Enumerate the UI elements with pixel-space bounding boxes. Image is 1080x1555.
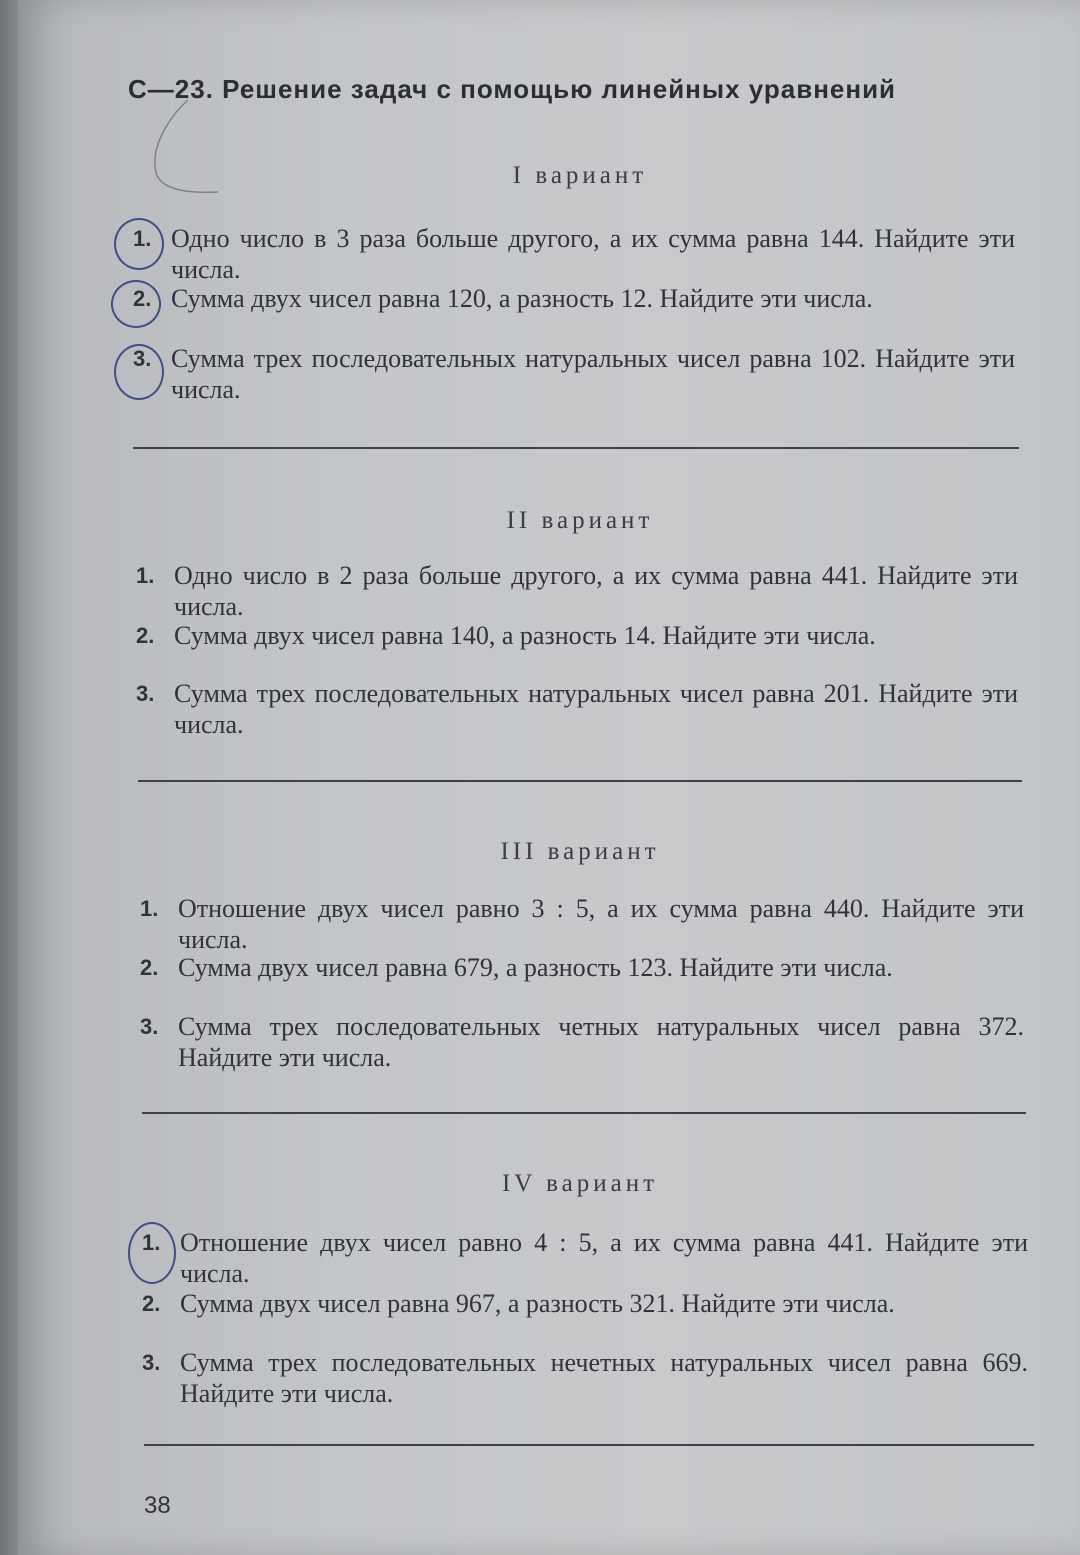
problem-text: Сумма трех последовательных четных натуральных чисел равна 372. Найдите эти числа. bbox=[178, 1012, 1024, 1072]
problem-number: 3. bbox=[142, 1350, 161, 1375]
variant-2-problem-1 bbox=[136, 560, 1018, 622]
variant-3-problem-3 bbox=[140, 1011, 1024, 1073]
problem-text: Сумма трех последовательных нечетных натуральных чисел равна 669. Найдите эти числа. bbox=[180, 1348, 1028, 1408]
variant-2-problem-2 bbox=[136, 620, 1018, 651]
problem-number: 3. bbox=[133, 346, 152, 371]
variant-4-problem-2 bbox=[142, 1288, 1028, 1319]
problem-text: Сумма двух чисел равна 120, а разность 12. Найдите эти числа. bbox=[171, 284, 873, 313]
problem-text: Сумма двух чисел равна 140, а разность 14. Найдите эти числа. bbox=[174, 621, 876, 650]
variant-2-problem-3 bbox=[136, 678, 1018, 740]
section-divider bbox=[133, 447, 1019, 449]
variant-3-problem-1 bbox=[140, 893, 1024, 955]
problem-number: 2. bbox=[140, 955, 159, 980]
variant-3-heading: III вариант bbox=[500, 838, 660, 865]
problem-text: Сумма двух чисел равна 679, а разность 123. Найдите эти числа. bbox=[178, 953, 893, 982]
problem-text: Сумма двух чисел равна 967, а разность 321. Найдите эти числа. bbox=[180, 1289, 895, 1318]
problem-number: 1. bbox=[133, 226, 152, 251]
problem-text: Одно число в 3 раза больше другого, а их сумма равна 144. Найдите эти числа. bbox=[171, 224, 1015, 284]
problem-number: 1. bbox=[142, 1230, 161, 1255]
pen-circle-mark bbox=[111, 280, 161, 328]
section-divider bbox=[142, 1112, 1026, 1114]
problem-number: 2. bbox=[133, 286, 152, 311]
problem-text: Отношение двух чисел равно 4 : 5, а их сумма равна 441. Найдите эти числа. bbox=[180, 1228, 1028, 1288]
variant-4-heading: IV вариант bbox=[501, 1170, 659, 1197]
problem-number: 3. bbox=[136, 681, 155, 706]
variant-1-heading: I вариант bbox=[512, 162, 648, 189]
problem-text: Одно число в 2 раза больше другого, а их сумма равна 441. Найдите эти числа. bbox=[174, 561, 1018, 621]
pen-circle-mark bbox=[114, 344, 164, 400]
section-divider bbox=[144, 1444, 1034, 1446]
problem-text: Отношение двух чисел равно 3 : 5, а их сумма равна 440. Найдите эти числа. bbox=[178, 894, 1024, 954]
page-title: С—23. Решение задач с помощью линейных уравнений bbox=[128, 74, 897, 104]
problem-text: Сумма трех последовательных натуральных чисел равна 102. Найдите эти числа. bbox=[171, 344, 1015, 404]
variant-1-problem-2 bbox=[133, 283, 1015, 314]
problem-text: Сумма трех последовательных натуральных чисел равна 201. Найдите эти числа. bbox=[174, 679, 1018, 739]
variant-3-problem-2 bbox=[140, 952, 1024, 983]
variant-4-problem-1 bbox=[142, 1227, 1028, 1289]
variant-1-problem-1 bbox=[133, 223, 1015, 285]
problem-number: 1. bbox=[140, 896, 159, 921]
problem-number: 2. bbox=[136, 623, 155, 648]
problem-number: 1. bbox=[136, 563, 155, 588]
pen-stroke-mark bbox=[148, 98, 228, 208]
pen-circle-mark bbox=[128, 1222, 176, 1284]
page-number: 38 bbox=[144, 1492, 171, 1519]
problem-number: 3. bbox=[140, 1014, 159, 1039]
section-divider bbox=[138, 780, 1022, 782]
pen-circle-mark bbox=[114, 218, 164, 270]
variant-2-heading: II вариант bbox=[506, 507, 654, 534]
variant-4-problem-3 bbox=[142, 1347, 1028, 1409]
variant-1-problem-3 bbox=[133, 343, 1015, 405]
problem-number: 2. bbox=[142, 1291, 161, 1316]
